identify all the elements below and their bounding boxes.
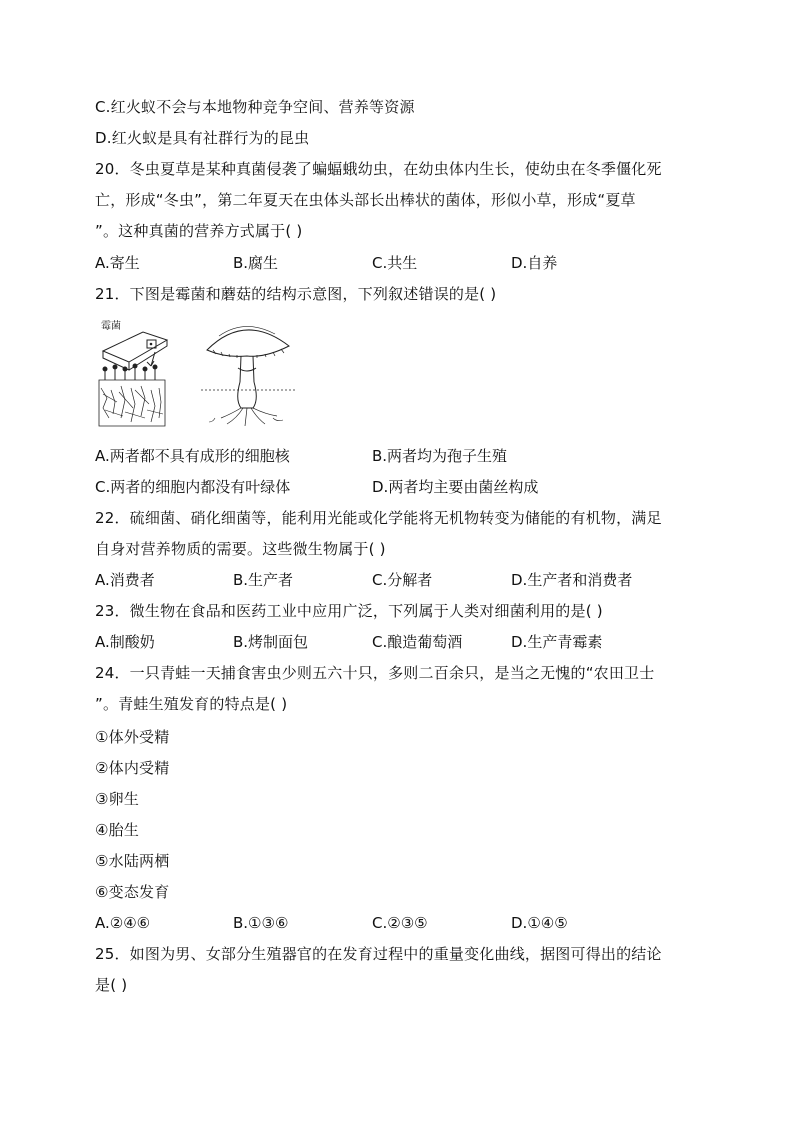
q24-statement-4: ④胎生 [95,821,140,839]
q22-option-a: A.消费者 [95,571,155,589]
mold-label: 霉菌 [101,321,121,332]
q23-option-b: B.烤制面包 [233,633,309,651]
q21-option-d: D.两者均主要由菌丝构成 [372,478,539,496]
q24-option-c: C.②③⑤ [372,914,428,932]
q20-option-b: B.腐生 [233,254,279,272]
q24-statement-2: ②体内受精 [95,759,170,777]
q21-option-a: A.两者都不具有成形的细胞核 [95,447,290,465]
q20-option-c: C.共生 [372,254,418,272]
question-24-line-2: ”。青蛙生殖发育的特点是( ) [95,695,288,713]
q20-option-a: A.寄生 [95,254,140,272]
q24-option-a: A.②④⑥ [95,914,151,932]
q24-statement-3: ③卵生 [95,790,140,808]
prev-option-d: D.红火蚁是具有社群行为的昆虫 [95,129,310,147]
q21-option-b: B.两者均为孢子生殖 [372,447,508,465]
question-20-line-1: 20．冬虫夏草是某种真菌侵袭了蝙蝠蛾幼虫，在幼虫体内生长，使幼虫在冬季僵化死 [95,160,662,178]
q24-option-b: B.①③⑥ [233,914,289,932]
question-20-line-3: ”。这种真菌的营养方式属于( ) [95,222,303,240]
question-20-line-2: 亡，形成“冬虫”，第二年夏天在虫体头部长出棒状的菌体，形似小草，形成“夏草 [95,191,636,209]
q23-option-d: D.生产青霉素 [511,633,603,651]
question-22-line-1: 22．硫细菌、硝化细菌等，能利用光能或化学能将无机物转变为储能的有机物，满足 [95,509,662,527]
prev-option-c: C.红火蚁不会与本地物种竞争空间、营养等资源 [95,98,415,116]
mold-diagram [99,319,167,426]
question-21: 21．下图是霉菌和蘑菇的结构示意图，下列叙述错误的是( ) [95,285,497,303]
q24-statement-6: ⑥变态发育 [95,883,170,901]
q22-option-d: D.生产者和消费者 [511,571,633,589]
question-24-line-1: 24．一只青蛙一天捕食害虫少则五六十只，多则二百余只，是当之无愧的“农田卫士 [95,664,655,682]
q20-option-d: D.自养 [511,254,558,272]
q24-statement-1: ①体外受精 [95,728,170,746]
mold-mushroom-figure [95,318,295,430]
question-22-line-2: 自身对营养物质的需要。这些微生物属于( ) [95,540,386,558]
q22-option-c: C.分解者 [372,571,433,589]
q24-option-d: D.①④⑤ [511,914,568,932]
question-25-line-2: 是( ) [95,976,128,994]
q23-option-a: A.制酸奶 [95,633,155,651]
q24-statement-5: ⑤水陆两栖 [95,852,170,870]
q22-option-b: B.生产者 [233,571,294,589]
question-25-line-1: 25．如图为男、女部分生殖器官的在发育过程中的重量变化曲线，据图可得出的结论 [95,945,662,963]
question-23: 23．微生物在食品和医药工业中应用广泛，下列属于人类对细菌利用的是( ) [95,602,603,620]
mushroom-diagram [201,326,295,426]
q21-option-c: C.两者的细胞内都没有叶绿体 [95,478,291,496]
q23-option-c: C.酿造葡萄酒 [372,633,463,651]
